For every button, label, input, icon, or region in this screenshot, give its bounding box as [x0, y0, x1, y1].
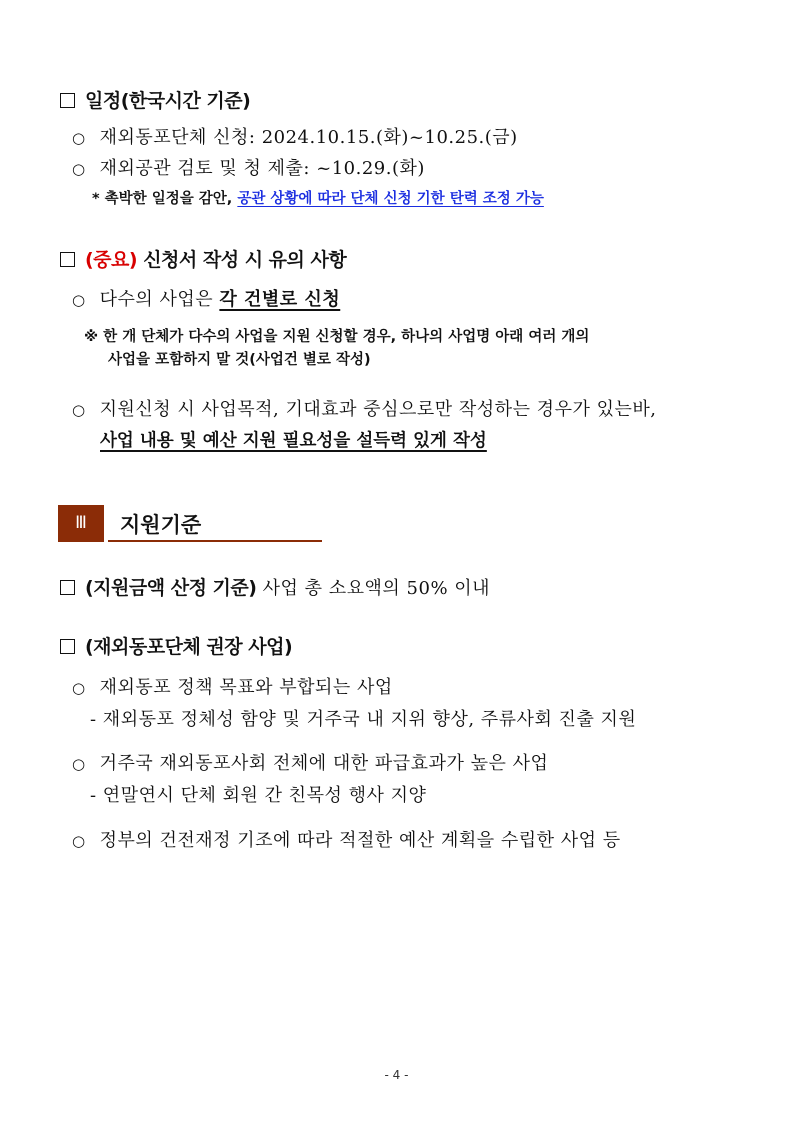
schedule-heading: 일정(한국시간 기준)	[60, 86, 250, 113]
recommended-item-1: ○ 재외동포 정책 목표와 부합되는 사업	[72, 677, 393, 698]
recommended-item-3: ○ 정부의 건전재정 기조에 따라 적절한 예산 계획을 수립한 사업 등	[72, 830, 621, 851]
circle-bullet-icon: ○	[72, 129, 86, 147]
section-underline	[108, 540, 322, 542]
emphasis-separate: 각 건별로 신청	[219, 289, 341, 310]
section-number: Ⅲ	[75, 513, 87, 533]
important-tag: (중요)	[85, 249, 138, 271]
caution-emphasis-persuasive: 사업 내용 및 예산 지원 필요성을 설득력 있게 작성	[100, 431, 487, 451]
caution-note-line1: ※ 한 개 단체가 다수의 사업을 지원 신청할 경우, 하나의 사업명 아래 여러 개의	[84, 329, 590, 345]
caution-item-separate: ○ 다수의 사업은 각 건별로 신청	[72, 289, 341, 310]
checkbox-square-icon	[60, 580, 75, 595]
criteria-heading: (지원금액 산정 기준) 사업 총 소요액의 50% 이내	[60, 573, 490, 600]
circle-bullet-icon: ○	[72, 160, 86, 178]
checkbox-square-icon	[60, 639, 75, 654]
schedule-note-link[interactable]: 공관 상황에 따라 단체 신청 기한 탄력 조정 가능	[237, 191, 544, 207]
caution-note-line2: 사업을 포함하지 말 것(사업건 별로 작성)	[108, 352, 371, 368]
caution-item-content: ○ 지원신청 시 사업목적, 기대효과 중심으로만 작성하는 경우가 있는바,	[72, 399, 657, 420]
schedule-item-apply: ○ 재외동포단체 신청: 2024.10.15.(화)~10.25.(금)	[72, 127, 518, 148]
caution-heading: (중요) 신청서 작성 시 유의 사항	[60, 245, 346, 272]
schedule-item-review: ○ 재외공관 검토 및 청 제출: ~10.29.(화)	[72, 158, 425, 179]
checkbox-square-icon	[60, 252, 75, 267]
section-title: 지원기준	[120, 513, 202, 537]
circle-bullet-icon: ○	[72, 755, 86, 773]
recommended-item-1-sub: - 재외동포 정체성 함양 및 거주국 내 지위 향상, 주류사회 진출 지원	[90, 709, 637, 730]
recommended-heading: (재외동포단체 권장 사업)	[60, 632, 292, 659]
recommended-item-2-sub: - 연말연시 단체 회원 간 친목성 행사 지양	[90, 785, 427, 806]
schedule-note: * 촉박한 일정을 감안, 공관 상황에 따라 단체 신청 기한 탄력 조정 가능	[92, 191, 544, 207]
circle-bullet-icon: ○	[72, 291, 86, 309]
page-number: - 4 -	[384, 1068, 409, 1082]
checkbox-square-icon	[60, 93, 75, 108]
circle-bullet-icon: ○	[72, 679, 86, 697]
circle-bullet-icon: ○	[72, 832, 86, 850]
recommended-item-2: ○ 거주국 재외동포사회 전체에 대한 파급효과가 높은 사업	[72, 753, 549, 774]
circle-bullet-icon: ○	[72, 401, 86, 419]
